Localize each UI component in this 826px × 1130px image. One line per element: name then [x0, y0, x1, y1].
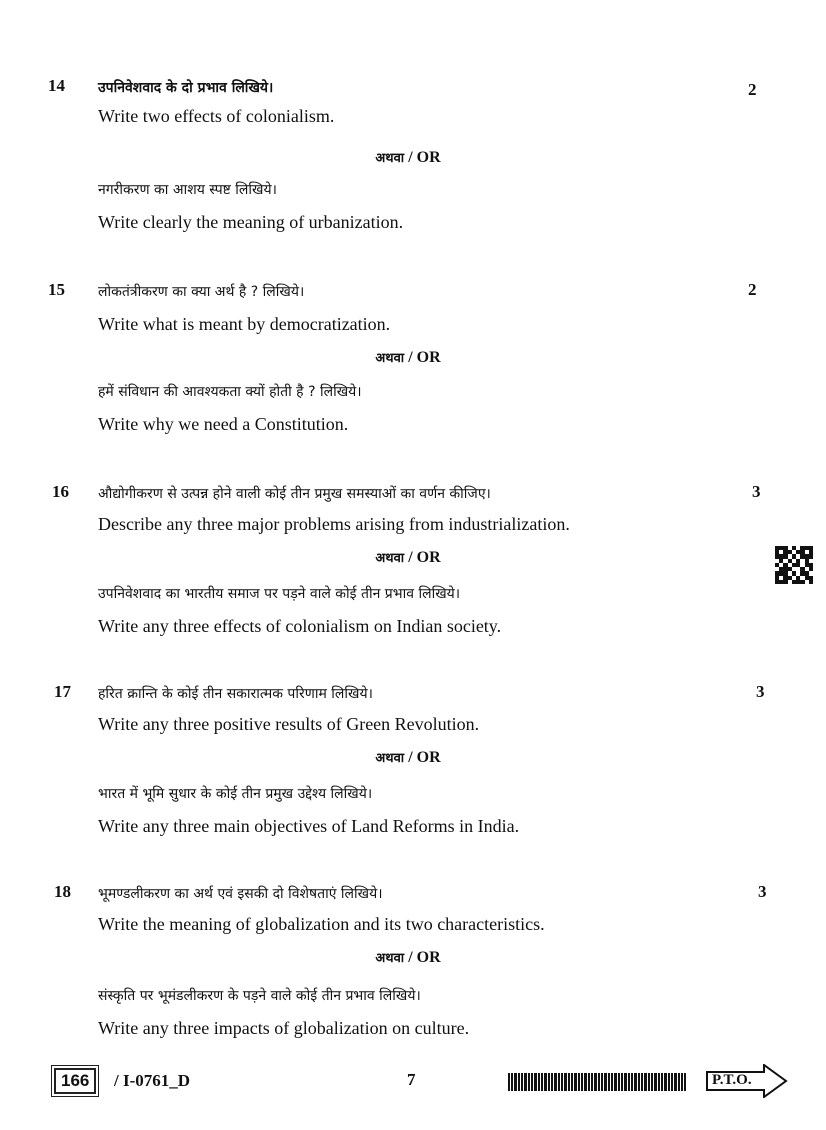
question-text-hindi: भूमण्डलीकरण का अर्थ एवं इसकी दो विशेषताएं लिखिये।	[98, 886, 383, 902]
or-label-hindi: अथवा	[375, 751, 405, 766]
or-separator	[0, 748, 816, 767]
question-text-hindi: हरित क्रान्ति के कोई तीन सकारात्मक परिणाम लिखिये।	[98, 686, 373, 702]
question-number: 14	[48, 76, 65, 95]
question-number: 15	[48, 280, 65, 299]
page-number: 7	[407, 1070, 416, 1089]
question-number: 17	[54, 682, 71, 701]
question-number: 18	[54, 882, 71, 901]
or-label-english: / OR	[408, 149, 441, 166]
alternative-text-hindi: संस्कृति पर भूमंडलीकरण के पड़ने वाले कोई तीन प्रभाव लिखिये।	[98, 988, 421, 1004]
alternative-text-hindi: उपनिवेशवाद का भारतीय समाज पर पड़ने वाले कोई तीन प्रभाव लिखिये।	[98, 586, 461, 602]
or-label-english: / OR	[408, 349, 441, 366]
question-text-english: Write what is meant by democratization.	[98, 314, 391, 334]
or-separator	[0, 948, 816, 967]
question-text-hindi: औद्योगीकरण से उत्पन्न होने वाली कोई तीन प्रमुख समस्याओं का वर्णन कीजिए।	[98, 486, 491, 502]
question-marks: 3	[758, 882, 767, 901]
pto-text: P.T.O.	[712, 1072, 752, 1088]
or-label-english: / OR	[408, 949, 441, 966]
or-label-hindi: अथवा	[375, 351, 405, 366]
question-marks: 2	[748, 280, 757, 299]
question-text-english: Write any three positive results of Green Revolution.	[98, 714, 480, 734]
alternative-text-english: Write any three effects of colonialism on Indian society.	[98, 616, 502, 636]
pto-label	[706, 1064, 788, 1098]
or-label-english: / OR	[408, 749, 441, 766]
alternative-text-english: Write any three impacts of globalization on culture.	[98, 1018, 470, 1038]
question-marks: 3	[756, 682, 765, 701]
or-label-hindi: अथवा	[375, 151, 405, 166]
alternative-text-hindi: नगरीकरण का आशय स्पष्ट लिखिये।	[98, 182, 277, 198]
alternative-text-english: Write why we need a Constitution.	[98, 414, 349, 434]
or-separator	[0, 148, 816, 167]
paper-code: / I-0761_D	[114, 1071, 191, 1090]
alternative-text-english: Write any three main objectives of Land Reforms in India.	[98, 816, 520, 836]
or-separator	[0, 348, 816, 367]
question-number: 16	[52, 482, 69, 501]
question-text-english: Write the meaning of globalization and its two characteristics.	[98, 914, 545, 934]
alternative-text-hindi: हमें संविधान की आवश्यकता क्यों होती है ? लिखिये।	[98, 384, 362, 400]
question-marks: 3	[752, 482, 761, 501]
set-code-box: 166	[54, 1068, 96, 1094]
barcode-icon	[508, 1073, 686, 1091]
or-separator	[0, 548, 816, 567]
or-label-hindi: अथवा	[375, 951, 405, 966]
qr-code-icon	[775, 546, 813, 584]
alternative-text-english: Write clearly the meaning of urbanization.	[98, 212, 404, 232]
question-text-english: Write two effects of colonialism.	[98, 106, 335, 126]
alternative-text-hindi: भारत में भूमि सुधार के कोई तीन प्रमुख उद्देश्य लिखिये।	[98, 786, 373, 802]
or-label-hindi: अथवा	[375, 551, 405, 566]
or-label-english: / OR	[408, 549, 441, 566]
question-text-english: Describe any three major problems arising from industrialization.	[98, 514, 570, 534]
question-text-hindi: लोकतंत्रीकरण का क्या अर्थ है ? लिखिये।	[98, 284, 305, 300]
question-marks: 2	[748, 80, 757, 99]
page-footer	[0, 1068, 826, 1108]
question-text-hindi: उपनिवेशवाद के दो प्रभाव लिखिये।	[98, 80, 274, 96]
